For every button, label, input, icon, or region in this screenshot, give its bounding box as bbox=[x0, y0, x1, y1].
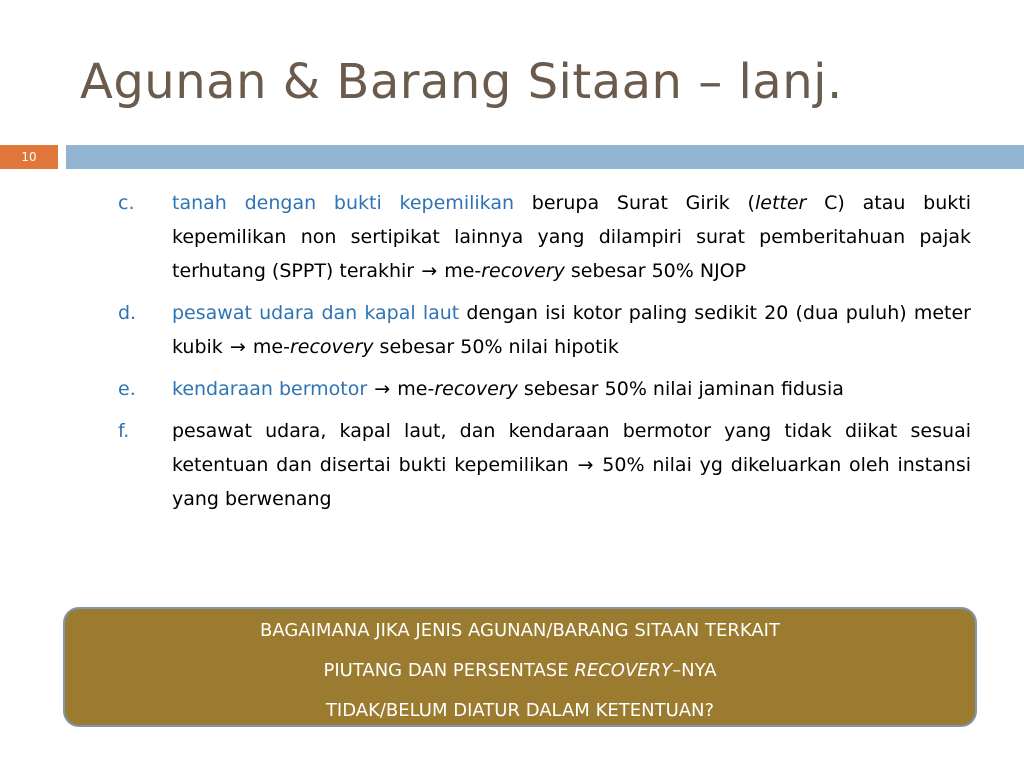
content-list bbox=[118, 186, 971, 524]
highlighted-term: pesawat udara dan kapal laut bbox=[172, 302, 460, 324]
list-item-c bbox=[118, 186, 971, 288]
list-item-text: pesawat udara dan kapal laut dengan isi kotor paling sedikit 20 (dua puluh) meter kubik → me-recovery sebesar 50% nilai hipotik bbox=[172, 296, 971, 364]
right-arrow-icon: → bbox=[577, 454, 594, 476]
question-callout-box bbox=[63, 607, 977, 727]
list-item-text: tanah dengan bukti kepemilikan berupa Surat Girik (letter C) atau bukti kepemilikan non sertipikat lainnya yang dilampiri surat pemberitahuan pajak terhutang (SPPT) terakhir → me-recovery sebesar 50% NJOP bbox=[172, 186, 971, 288]
list-item-e bbox=[118, 372, 971, 406]
right-arrow-icon: → bbox=[374, 378, 391, 400]
list-item-f bbox=[118, 414, 971, 516]
question-line-3: TIDAK/BELUM DIATUR DALAM KETENTUAN? bbox=[325, 700, 715, 721]
list-item-text: kendaraan bermotor → me-recovery sebesar 50% nilai jaminan fidusia bbox=[172, 372, 971, 406]
list-marker: c. bbox=[118, 192, 135, 214]
list-marker: f. bbox=[118, 420, 130, 442]
list-item-text: pesawat udara, kapal laut, dan kendaraan bermotor yang tidak diikat sesuai ketentuan dan disertai bukti kepemilikan → 50% nilai yg dikeluarkan oleh instansi yang berwenang bbox=[172, 420, 971, 510]
right-arrow-icon: → bbox=[229, 336, 246, 358]
right-arrow-icon: → bbox=[421, 260, 438, 282]
list-marker: d. bbox=[118, 302, 137, 324]
highlighted-term: tanah dengan bukti kepemilikan bbox=[172, 192, 515, 214]
question-line-2: PIUTANG DAN PERSENTASE RECOVERY–NYA bbox=[323, 660, 717, 681]
highlighted-term: kendaraan bermotor bbox=[172, 378, 368, 400]
question-line-1: BAGAIMANA JIKA JENIS AGUNAN/BARANG SITAAN TERKAIT bbox=[260, 620, 780, 641]
list-marker: e. bbox=[118, 378, 136, 400]
list-item-d bbox=[118, 296, 971, 364]
slide-title: Agunan & Barang Sitaan – lanj. bbox=[80, 54, 843, 110]
slide-number: 10 bbox=[0, 145, 58, 169]
header-divider-bar bbox=[66, 145, 1024, 169]
